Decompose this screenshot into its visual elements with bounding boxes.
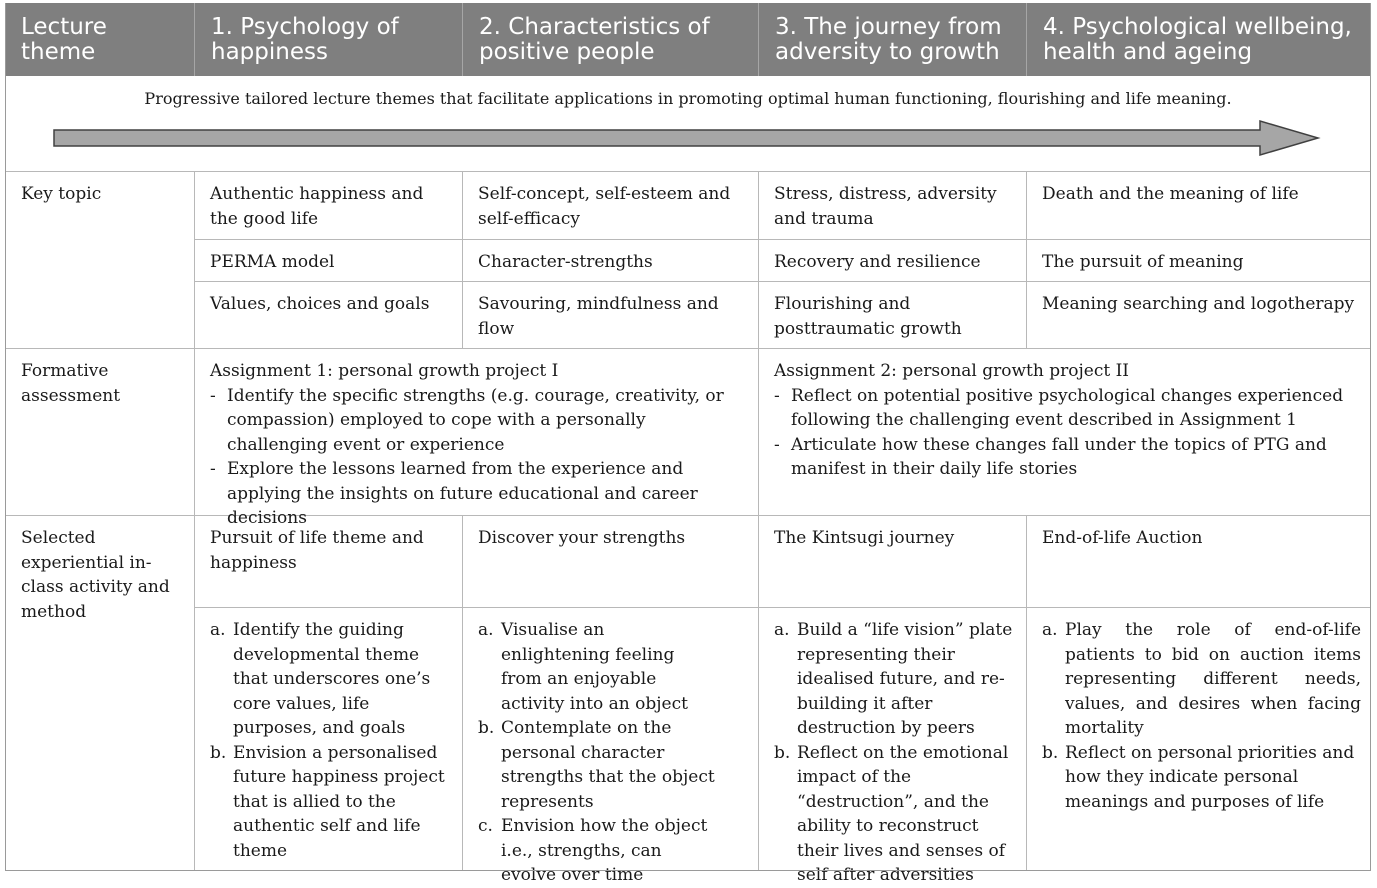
activity-method-2 [462,608,758,888]
key-topic-2-4: The pursuit of meaning [1042,252,1244,272]
key-topic-3-4: Meaning searching and logotherapy [1042,294,1355,314]
activity-title-1: Pursuit of life theme and happiness [210,528,424,573]
formative-label: Formative assessment [21,361,121,406]
banner-text: Progressive tailored lecture themes that facilitate applications in promoting optimal human functioning, flourishing and life meaning. [144,89,1232,108]
activity-method-4 [1026,608,1371,814]
key-topic-3-3: Flourishing and posttraumatic growth [774,294,962,339]
header-lecture-theme: Lecture theme [5,3,194,76]
activity-title-2: Discover your strengths [478,528,686,548]
header-theme-4: 4. Psychological wellbeing, health and ageing [1026,3,1371,76]
assignment-2-title: Assignment 2: personal growth project II [774,361,1129,381]
key-topic-1-1: Authentic happiness and the good life [210,184,424,229]
key-topic-1-4: Death and the meaning of life [1042,184,1299,204]
assignment-2-bullet: - Articulate how these changes fall under the topics of PTG and manifest in their daily life stories [774,433,1361,482]
activity-label: Selected experiential in-class activity and method [21,528,170,622]
key-topic-3-1: Values, choices and goals [210,294,430,314]
assignment-2-bullet: - Reflect on potential positive psychological changes experienced following the challenging event described in Assignment 1 [774,384,1361,433]
method-item: b. Reflect on personal priorities and how they indicate personal meanings and purposes of life [1042,742,1355,812]
header-theme-3: 3. The journey from adversity to growth [758,3,1026,76]
assignment-1-title: Assignment 1: personal growth project I [210,361,559,381]
method-item: a. Identify the guiding developmental theme that underscores one’s core values, life purposes, and goals [210,620,431,738]
key-topic-1-2: Self-concept, self-esteem and self-efficacy [478,184,731,229]
assignment-1 [194,349,758,531]
key-topic-2-2: Character-strengths [478,252,653,272]
header-theme-1: 1. Psychology of happiness [194,3,462,76]
key-topic-3-2: Savouring, mindfulness and flow [478,294,719,339]
method-item: c. Envision how the object i.e., strengths, can evolve over time [478,816,708,885]
assignment-1-bullet: - Explore the lessons learned from the experience and applying the insights on future educational and career decisions [210,457,748,531]
method-item: b. Reflect on the emotional impact of the “destruction”, and the ability to reconstruct their lives and senses of self after adversities [774,742,1009,885]
header-theme-2: 2. Characteristics of positive people [462,3,758,76]
key-topic-2-3: Recovery and resilience [774,252,981,272]
method-item: a. Play the role of end-of-life patients to bid on auction items representing different needs, values, and desires when facing mortality [1042,620,1361,738]
assignment-1-bullet: - Identify the specific strengths (e.g. courage, creativity, or compassion) employed to cope with a personally challenging event or experience [210,384,748,458]
key-topic-1-3: Stress, distress, adversity and trauma [774,184,997,229]
activity-method-3 [758,608,1026,888]
method-item: b. Contemplate on the personal character strengths that the object represents [478,718,715,812]
progress-arrow-icon [50,118,1325,158]
key-topic-label: Key topic [21,184,102,204]
assignment-2 [758,349,1371,482]
activity-title-3: The Kintsugi journey [774,528,955,548]
method-item: a. Visualise an enlightening feeling from an enjoyable activity into an object [478,620,688,714]
activity-title-4: End-of-life Auction [1042,528,1203,548]
method-item: b. Envision a personalised future happiness project that is allied to the authentic self and life theme [210,742,445,861]
key-topic-2-1: PERMA model [210,252,335,272]
activity-method-1 [194,608,462,863]
method-item: a. Build a “life vision” plate representing their idealised future, and re-building it after destruction by peers [774,620,1013,738]
curriculum-table [5,3,1371,885]
